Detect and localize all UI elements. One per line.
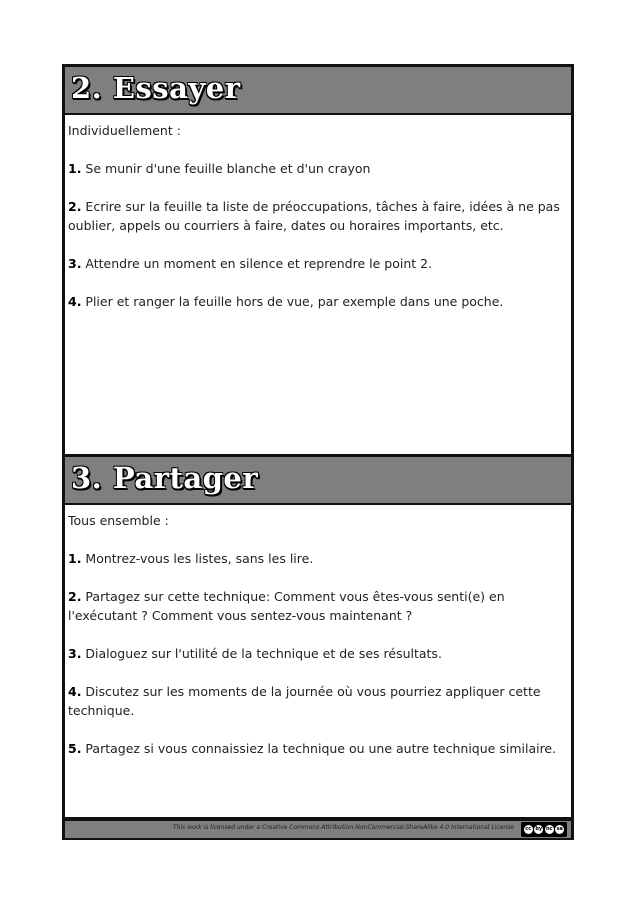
step-item [68, 682, 567, 720]
section-essayer [65, 67, 571, 457]
license-text[interactable]: This work is licensed under a Creative Commons Attribution-NonCommercial-ShareAlike 4.0 International License [173, 824, 514, 831]
section-title: 2. Essayer [71, 71, 241, 105]
section-intro: Tous ensemble : [68, 513, 169, 528]
step-text: Attendre un moment en silence et reprendre le point 2. [81, 256, 433, 271]
section-body [65, 115, 571, 311]
step-text: Partagez sur cette technique: Comment vous êtes-vous senti(e) en l'exécutant ? Comment vous sentez-vous maintenant ? [68, 589, 505, 623]
cc-icon: cc [525, 826, 532, 832]
section-title: 3. Partager [71, 461, 259, 495]
step-text: Partagez si vous connaissiez la technique ou une autre technique similaire. [81, 741, 557, 756]
step-text: Dialoguez sur l'utilité de la technique et de ses résultats. [81, 646, 442, 661]
section-header [65, 67, 571, 115]
activity-card [62, 64, 574, 840]
step-number: 5. [68, 741, 82, 756]
step-text: Se munir d'une feuille blanche et d'un crayon [81, 161, 371, 176]
section-body [65, 505, 571, 758]
step-number: 2. [68, 199, 82, 214]
step-item [68, 159, 567, 178]
step-text: Plier et ranger la feuille hors de vue, par exemple dans une poche. [81, 294, 504, 309]
license-footer [65, 820, 571, 838]
by-icon: by [535, 826, 543, 832]
step-item [68, 197, 567, 235]
step-item [68, 254, 567, 273]
step-item [68, 292, 567, 311]
step-number: 4. [68, 294, 82, 309]
step-number: 4. [68, 684, 82, 699]
step-number: 3. [68, 646, 82, 661]
step-item [68, 587, 567, 625]
step-text: Montrez-vous les listes, sans les lire. [81, 551, 314, 566]
step-text: Discutez sur les moments de la journée où vous pourriez appliquer cette technique. [68, 684, 541, 718]
step-number: 3. [68, 256, 82, 271]
step-number: 1. [68, 161, 82, 176]
section-intro: Individuellement : [68, 123, 181, 138]
step-number: 1. [68, 551, 82, 566]
step-item [68, 549, 567, 568]
step-item [68, 739, 567, 758]
cc-license-icon[interactable] [521, 822, 567, 837]
nc-icon: nc [545, 826, 553, 832]
section-partager [65, 457, 571, 820]
step-item [68, 644, 567, 663]
sa-icon: sa [556, 826, 563, 832]
section-header [65, 457, 571, 505]
step-number: 2. [68, 589, 82, 604]
step-text: Ecrire sur la feuille ta liste de préoccupations, tâches à faire, idées à ne pas oublier, appels ou courriers à faire, dates ou horaires importants, etc. [68, 199, 560, 233]
